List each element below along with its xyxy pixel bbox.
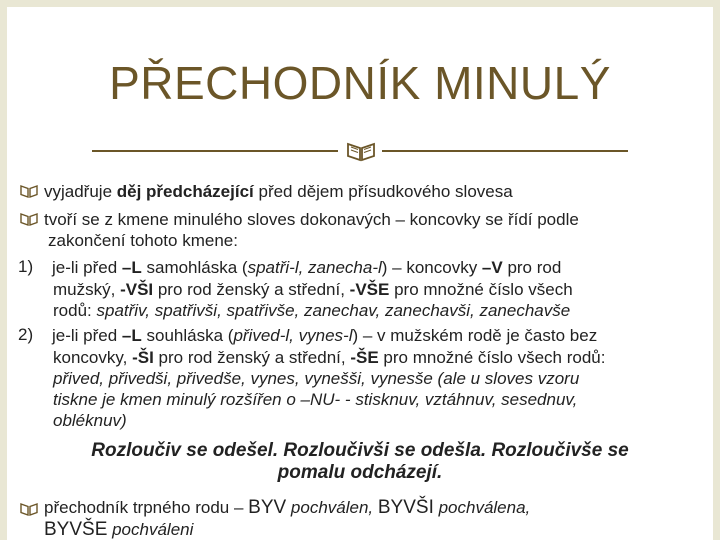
item-1-line-1: [52, 257, 561, 278]
bullet-1-text-b: před dějem přísudkového slovesa: [253, 182, 513, 201]
bullet-3-t1: přechodník trpného rodu –: [44, 498, 249, 517]
slide-title: PŘECHODNÍK MINULÝ: [109, 57, 611, 109]
item-2-line-3: přived, přivedši, přivedše, vynes, vynešši, vynesše (ale u sloves vzoru: [53, 369, 580, 388]
item-1-l1c: samohláska (: [141, 258, 248, 277]
bullet-2-line-2: zakončení tohoto kmene:: [48, 231, 238, 250]
item-2-line-4: tiskne je kmen minulý rozšířen o –NU- - stisknuv, vztáhnuv, sesednuv,: [53, 390, 578, 409]
item-2-l1c: souhláska (: [141, 326, 234, 345]
item-1-l2e: pro množné číslo všech: [389, 280, 573, 299]
bullet-2-line-1: tvoří se z kmene minulého sloves dokonavých – koncovky se řídí podle: [44, 210, 579, 229]
bullet-3-byv: BYV: [248, 497, 287, 518]
item-1-l2c: pro rod ženský a střední,: [153, 280, 350, 299]
item-1-l1e: ) – koncovky: [381, 258, 482, 277]
bullet-3-byvsi: BYVŠI: [377, 497, 434, 518]
example-line-2: pomalu odcházejí.: [277, 462, 443, 483]
item-2-line-5: obléknuv): [53, 411, 127, 430]
item-1-line-3: [53, 300, 570, 321]
item-1-l2d: -VŠE: [349, 280, 390, 299]
item-1-number: 1): [18, 257, 34, 276]
bullet-3-t3: pochválen,: [286, 498, 378, 517]
bullet-1-text-a: vyjadřuje: [44, 182, 117, 201]
bullet-1-emphasis: děj předcházející: [116, 182, 254, 201]
bullet-3-line-2: [44, 519, 193, 540]
item-1-l2b: -VŠI: [120, 280, 154, 299]
book-bullet-icon: [20, 502, 38, 516]
bullet-3-t5: pochválena,: [433, 498, 531, 517]
item-2-l1b: –L: [121, 326, 142, 345]
item-1-l1d: spatři-l, zanecha-l: [247, 258, 382, 277]
item-1-l3b: spatřiv, spatřivši, spatřivše, zanechav, zanechavši, zanechavše: [96, 301, 571, 320]
item-2-l2c: pro rod ženský a střední,: [153, 348, 351, 367]
bullet-3-line-1: [44, 497, 530, 518]
example-line-1: Rozloučiv se odešel. Rozloučivši se odešla. Rozloučivše se: [91, 440, 629, 461]
item-1-l2a: mužský,: [53, 280, 121, 299]
item-1-l1a: je-li před: [52, 258, 122, 277]
bullet-1: [44, 181, 513, 202]
item-2-l2b: -ŠI: [132, 348, 154, 367]
item-2-l1e: ) – v mužském rodě je často bez: [352, 326, 598, 345]
bullet-3-byvse: BYVŠE: [44, 519, 108, 540]
bullet-3-t7: pochváleni: [107, 520, 194, 539]
item-2-l1a: je-li před: [52, 326, 122, 345]
item-1-line-2: [53, 279, 573, 300]
item-2-l2e: pro množné číslo všech rodů:: [378, 348, 606, 367]
item-2-line-2: [53, 347, 605, 368]
item-1-l1b: –L: [121, 258, 142, 277]
item-2-l2a: koncovky,: [53, 348, 133, 367]
item-1-l1g: pro rod: [502, 258, 562, 277]
item-2-number: 2): [18, 325, 34, 344]
item-1-l3a: rodů:: [53, 301, 97, 320]
item-2-l1d: přived-l, vynes-l: [233, 326, 353, 345]
item-2-l2d: -ŠE: [350, 348, 379, 367]
item-2-line-1: [52, 325, 597, 346]
book-bullet-icon: [20, 212, 38, 226]
book-bullet-icon: [20, 184, 38, 198]
item-1-l1f: –V: [481, 258, 503, 277]
